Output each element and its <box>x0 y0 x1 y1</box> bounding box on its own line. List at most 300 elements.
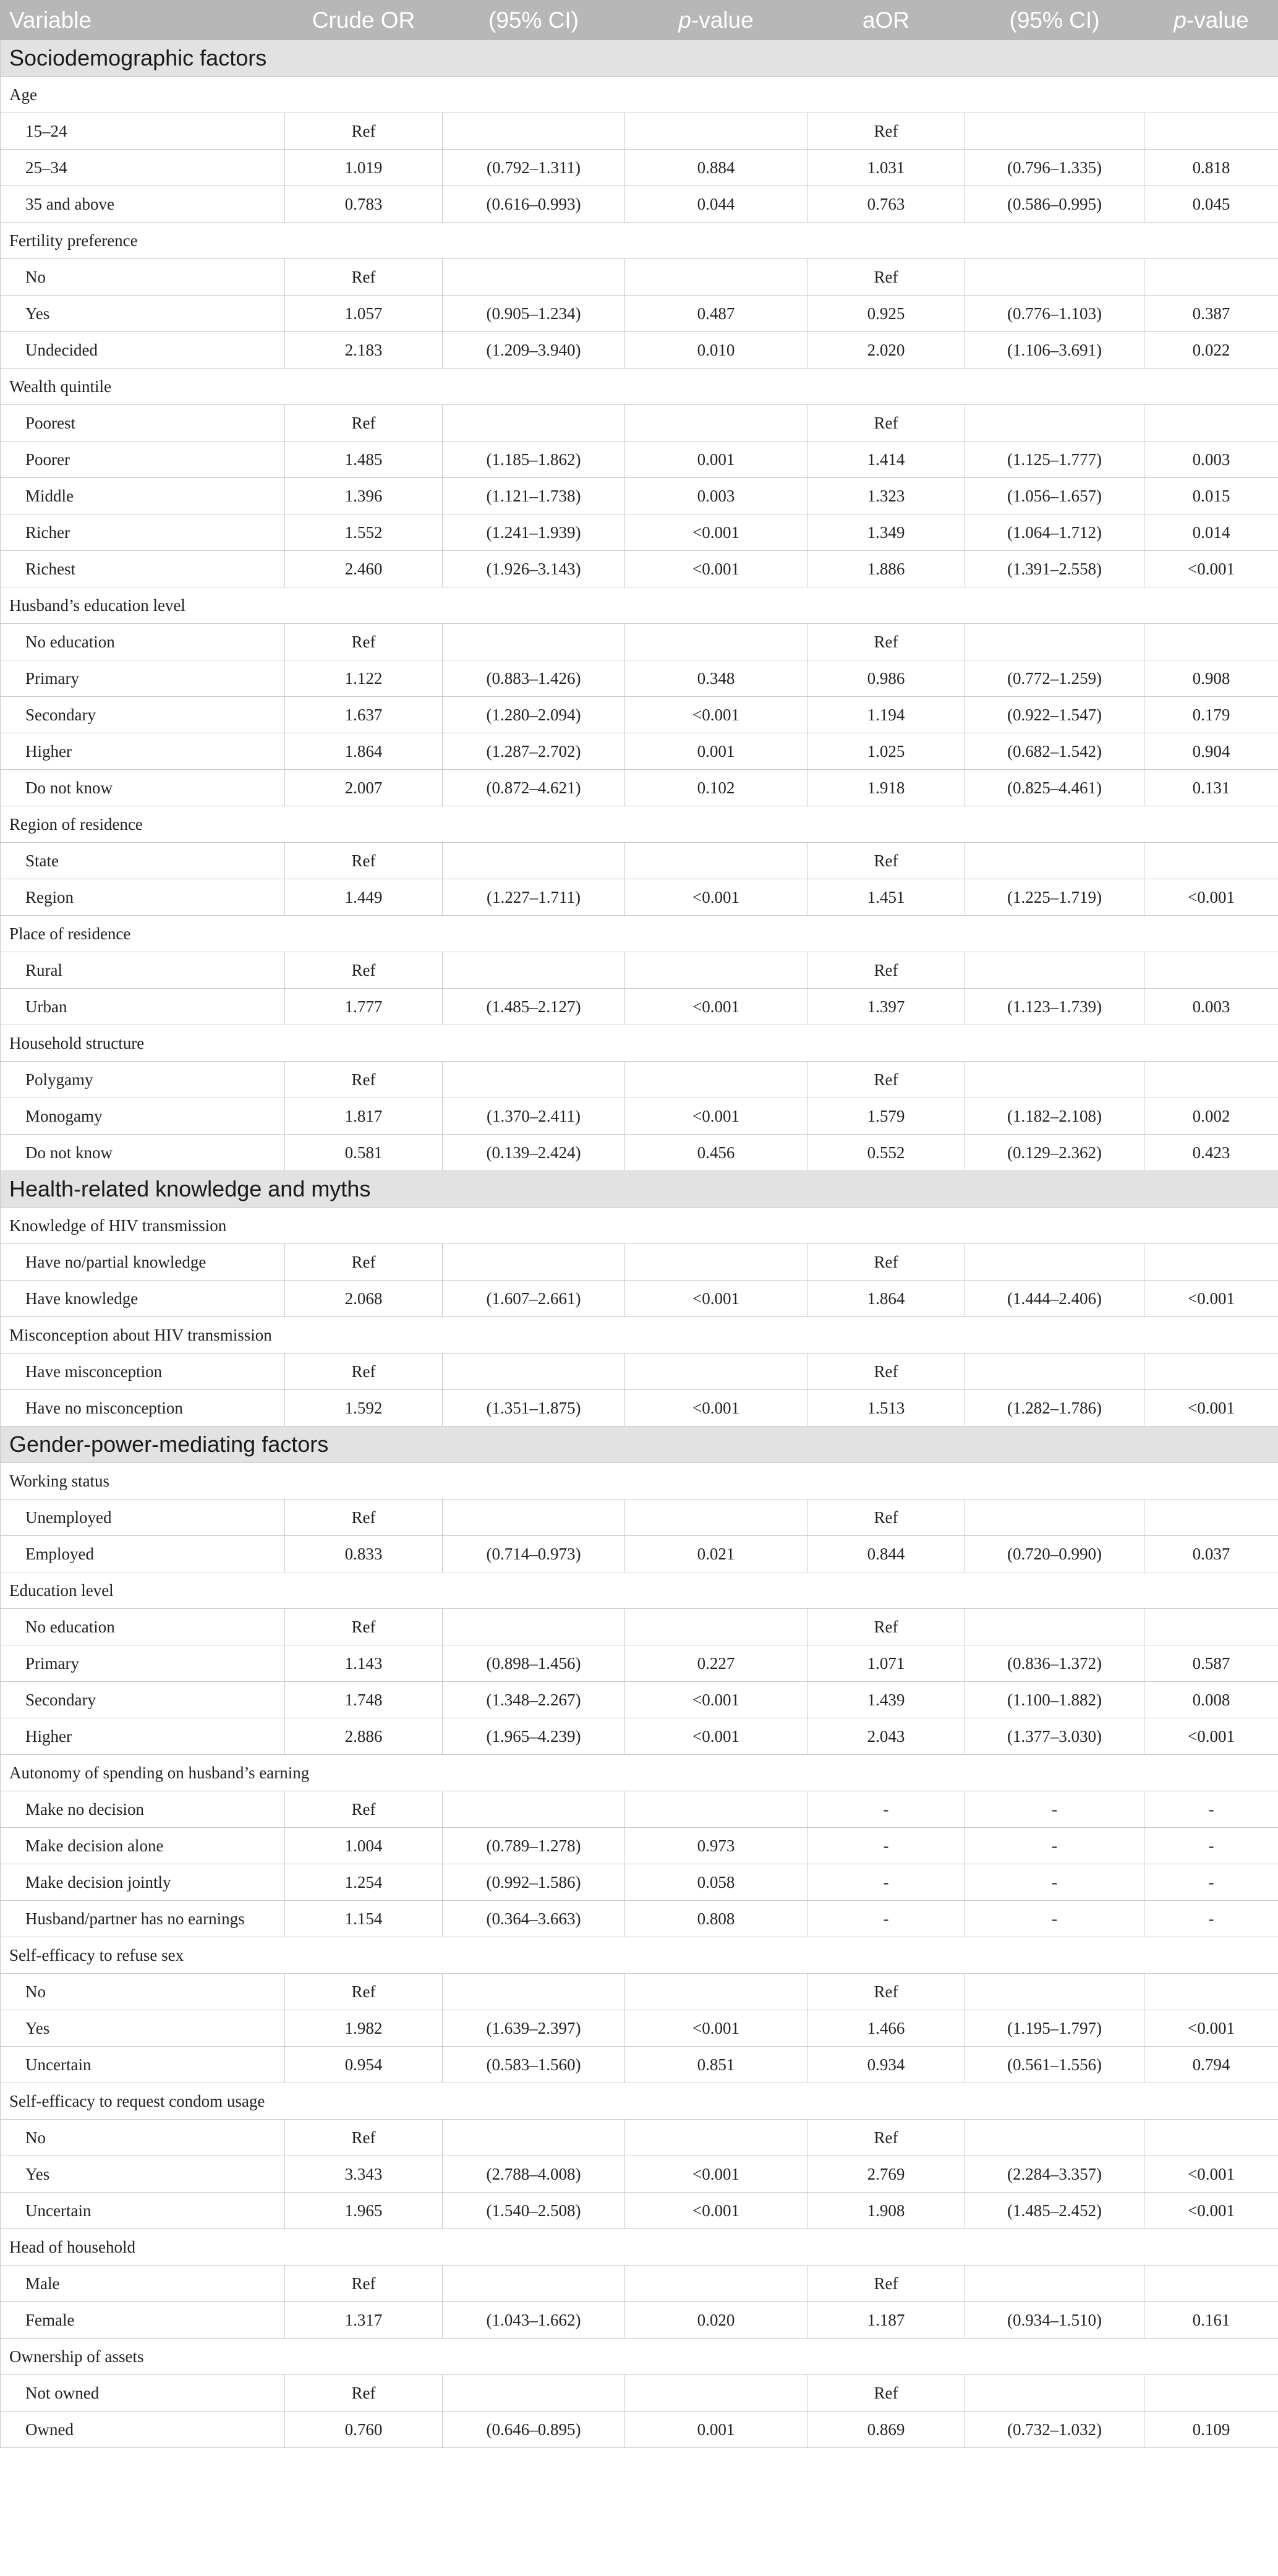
crude-or-cell: Ref <box>285 1062 443 1098</box>
crude-p-cell: 0.001 <box>625 441 807 478</box>
crude-ci-cell: (1.043–1.662) <box>443 2302 625 2339</box>
crude-p-cell <box>625 1062 807 1098</box>
category-label: Make decision jointly <box>1 1864 285 1901</box>
adjusted-p-cell: - <box>1144 1901 1278 1937</box>
adjusted-ci-cell: (0.732–1.032) <box>965 2412 1144 2448</box>
header-p-italic: p <box>678 7 691 33</box>
aor-cell: Ref <box>807 1062 965 1098</box>
variable-group-row <box>1 369 1278 405</box>
category-label: Poorer <box>1 441 285 478</box>
header-p-italic: p <box>1174 7 1186 33</box>
table-row <box>1 989 1278 1025</box>
table-row <box>1 1609 1278 1645</box>
crude-p-cell: <0.001 <box>625 2156 807 2193</box>
table-row <box>1 1828 1278 1864</box>
adjusted-p-cell <box>1144 113 1278 150</box>
crude-p-cell <box>625 1499 807 1536</box>
adjusted-p-cell: 0.131 <box>1144 770 1278 806</box>
category-label: Higher <box>1 1718 285 1755</box>
adjusted-ci-cell: (0.922–1.547) <box>965 697 1144 733</box>
adjusted-ci-cell: - <box>965 1864 1144 1901</box>
aor-cell: 1.908 <box>807 2193 965 2229</box>
aor-cell: Ref <box>807 1974 965 2010</box>
aor-cell: 1.187 <box>807 2302 965 2339</box>
crude-p-cell <box>625 1244 807 1281</box>
crude-p-cell <box>625 1974 807 2010</box>
aor-cell: 0.934 <box>807 2047 965 2083</box>
section-title: Gender-power-mediating factors <box>1 1427 1278 1463</box>
crude-or-cell: 0.760 <box>285 2412 443 2448</box>
adjusted-ci-cell: (1.123–1.739) <box>965 989 1144 1025</box>
variable-group-label: Head of household <box>1 2229 1278 2266</box>
table-body <box>1 40 1278 2448</box>
category-label: Higher <box>1 733 285 770</box>
variable-group-label: Place of residence <box>1 916 1278 952</box>
aor-cell: - <box>807 1791 965 1828</box>
crude-or-cell: 2.068 <box>285 1281 443 1317</box>
variable-group-row <box>1 2083 1278 2120</box>
adjusted-ci-cell: (1.100–1.882) <box>965 1682 1144 1718</box>
adjusted-p-cell: 0.179 <box>1144 697 1278 733</box>
section-header-row <box>1 1171 1278 1208</box>
crude-or-cell: Ref <box>285 405 443 441</box>
crude-p-cell: 0.058 <box>625 1864 807 1901</box>
aor-cell: Ref <box>807 624 965 660</box>
adjusted-ci-cell: (0.796–1.335) <box>965 150 1144 186</box>
adjusted-ci-cell: (2.284–3.357) <box>965 2156 1144 2193</box>
table-row <box>1 1098 1278 1135</box>
aor-cell: Ref <box>807 259 965 296</box>
category-label: No <box>1 259 285 296</box>
crude-ci-cell: (0.616–0.993) <box>443 186 625 223</box>
crude-p-cell: 0.003 <box>625 478 807 514</box>
crude-ci-cell: (0.883–1.426) <box>443 660 625 697</box>
adjusted-ci-cell: - <box>965 1828 1144 1864</box>
crude-p-cell: 0.456 <box>625 1135 807 1171</box>
adjusted-p-cell: 0.587 <box>1144 1645 1278 1682</box>
table-row <box>1 1499 1278 1536</box>
crude-or-cell: Ref <box>285 843 443 879</box>
aor-cell: 1.323 <box>807 478 965 514</box>
adjusted-ci-cell: (0.682–1.542) <box>965 733 1144 770</box>
variable-group-label: Region of residence <box>1 806 1278 843</box>
aor-cell: Ref <box>807 405 965 441</box>
crude-p-cell: 0.851 <box>625 2047 807 2083</box>
adjusted-ci-cell: (1.225–1.719) <box>965 879 1144 916</box>
variable-group-label: Education level <box>1 1572 1278 1609</box>
variable-group-label: Misconception about HIV transmission <box>1 1317 1278 1354</box>
crude-or-cell: 1.254 <box>285 1864 443 1901</box>
adjusted-p-cell: <0.001 <box>1144 551 1278 587</box>
aor-cell: Ref <box>807 2120 965 2156</box>
crude-or-cell: 1.396 <box>285 478 443 514</box>
category-label: No <box>1 2120 285 2156</box>
adjusted-p-cell <box>1144 1609 1278 1645</box>
crude-ci-cell: (1.607–2.661) <box>443 1281 625 1317</box>
aor-cell: 1.439 <box>807 1682 965 1718</box>
adjusted-p-cell: 0.015 <box>1144 478 1278 514</box>
crude-p-cell <box>625 624 807 660</box>
crude-p-cell: 0.884 <box>625 150 807 186</box>
variable-group-label: Wealth quintile <box>1 369 1278 405</box>
crude-or-cell: 1.122 <box>285 660 443 697</box>
adjusted-p-cell: 0.109 <box>1144 2412 1278 2448</box>
table-row <box>1 441 1278 478</box>
crude-or-cell: Ref <box>285 2120 443 2156</box>
adjusted-p-cell: - <box>1144 1864 1278 1901</box>
section-header-row <box>1 40 1278 77</box>
crude-ci-cell <box>443 1974 625 2010</box>
variable-group-row <box>1 1208 1278 1244</box>
crude-p-cell: 0.487 <box>625 296 807 332</box>
adjusted-ci-cell: (1.391–2.558) <box>965 551 1144 587</box>
category-label: Primary <box>1 1645 285 1682</box>
crude-p-cell <box>625 1609 807 1645</box>
adjusted-p-cell: <0.001 <box>1144 1718 1278 1755</box>
crude-ci-cell: (1.185–1.862) <box>443 441 625 478</box>
category-label: Owned <box>1 2412 285 2448</box>
crude-p-cell: <0.001 <box>625 2010 807 2047</box>
adjusted-ci-cell <box>965 1499 1144 1536</box>
table-row <box>1 660 1278 697</box>
crude-or-cell: Ref <box>285 113 443 150</box>
crude-p-cell: <0.001 <box>625 2193 807 2229</box>
adjusted-ci-cell <box>965 2375 1144 2412</box>
category-label: Middle <box>1 478 285 514</box>
crude-p-cell <box>625 259 807 296</box>
crude-ci-cell: (0.139–2.424) <box>443 1135 625 1171</box>
header-variable: Variable <box>1 1 285 40</box>
crude-ci-cell: (1.351–1.875) <box>443 1390 625 1427</box>
adjusted-p-cell <box>1144 1062 1278 1098</box>
aor-cell: 1.451 <box>807 879 965 916</box>
table-row <box>1 259 1278 296</box>
aor-cell: Ref <box>807 1609 965 1645</box>
table-row <box>1 2412 1278 2448</box>
header-aor: aOR <box>807 1 965 40</box>
variable-group-row <box>1 1755 1278 1791</box>
aor-cell: 1.886 <box>807 551 965 587</box>
adjusted-p-cell <box>1144 1354 1278 1390</box>
adjusted-ci-cell: (1.282–1.786) <box>965 1390 1144 1427</box>
crude-p-cell: 0.001 <box>625 733 807 770</box>
crude-or-cell: 1.982 <box>285 2010 443 2047</box>
crude-or-cell: 1.864 <box>285 733 443 770</box>
adjusted-ci-cell <box>965 1062 1144 1098</box>
adjusted-p-cell <box>1144 624 1278 660</box>
adjusted-p-cell: 0.045 <box>1144 186 1278 223</box>
table-row <box>1 150 1278 186</box>
crude-ci-cell <box>443 1354 625 1390</box>
category-label: No <box>1 1974 285 2010</box>
adjusted-ci-cell: (0.825–4.461) <box>965 770 1144 806</box>
crude-ci-cell: (0.789–1.278) <box>443 1828 625 1864</box>
aor-cell: 1.579 <box>807 1098 965 1135</box>
crude-or-cell: Ref <box>285 1499 443 1536</box>
category-label: No education <box>1 1609 285 1645</box>
crude-or-cell: Ref <box>285 624 443 660</box>
crude-p-cell: <0.001 <box>625 551 807 587</box>
aor-cell: 0.844 <box>807 1536 965 1572</box>
crude-p-cell: 0.021 <box>625 1536 807 1572</box>
aor-cell: 1.466 <box>807 2010 965 2047</box>
adjusted-ci-cell: (0.720–0.990) <box>965 1536 1144 1572</box>
section-header-row <box>1 1427 1278 1463</box>
adjusted-ci-cell: (1.106–3.691) <box>965 332 1144 369</box>
category-label: Not owned <box>1 2375 285 2412</box>
variable-group-label: Household structure <box>1 1025 1278 1062</box>
category-label: Unemployed <box>1 1499 285 1536</box>
adjusted-p-cell: 0.003 <box>1144 989 1278 1025</box>
crude-ci-cell: (1.965–4.239) <box>443 1718 625 1755</box>
adjusted-ci-cell: (0.776–1.103) <box>965 296 1144 332</box>
crude-p-cell: 0.020 <box>625 2302 807 2339</box>
variable-group-row <box>1 916 1278 952</box>
crude-p-cell <box>625 1354 807 1390</box>
adjusted-p-cell <box>1144 2120 1278 2156</box>
table-row <box>1 624 1278 660</box>
table-row <box>1 1390 1278 1427</box>
adjusted-ci-cell <box>965 2120 1144 2156</box>
adjusted-ci-cell: (1.195–1.797) <box>965 2010 1144 2047</box>
crude-p-cell <box>625 2375 807 2412</box>
crude-p-cell <box>625 2266 807 2302</box>
table-row <box>1 1135 1278 1171</box>
category-label: Have no/partial knowledge <box>1 1244 285 1281</box>
crude-ci-cell: (1.241–1.939) <box>443 514 625 551</box>
crude-ci-cell <box>443 1062 625 1098</box>
crude-p-cell: 0.001 <box>625 2412 807 2448</box>
crude-p-cell: 0.227 <box>625 1645 807 1682</box>
aor-cell: Ref <box>807 843 965 879</box>
table-row <box>1 1682 1278 1718</box>
adjusted-ci-cell: (0.129–2.362) <box>965 1135 1144 1171</box>
variable-group-row <box>1 1463 1278 1499</box>
adjusted-ci-cell: (1.125–1.777) <box>965 441 1144 478</box>
crude-or-cell: 1.817 <box>285 1098 443 1135</box>
adjusted-p-cell: 0.908 <box>1144 660 1278 697</box>
table-row <box>1 332 1278 369</box>
adjusted-ci-cell <box>965 259 1144 296</box>
table-row <box>1 2047 1278 2083</box>
category-label: Do not know <box>1 1135 285 1171</box>
adjusted-p-cell: 0.037 <box>1144 1536 1278 1572</box>
crude-or-cell: Ref <box>285 1244 443 1281</box>
crude-ci-cell <box>443 952 625 989</box>
crude-or-cell: 0.833 <box>285 1536 443 1572</box>
crude-or-cell: 1.777 <box>285 989 443 1025</box>
section-title: Health-related knowledge and myths <box>1 1171 1278 1208</box>
crude-or-cell: Ref <box>285 1354 443 1390</box>
table-row <box>1 843 1278 879</box>
header-row <box>1 1 1278 40</box>
crude-p-cell: 0.973 <box>625 1828 807 1864</box>
adjusted-ci-cell: (0.934–1.510) <box>965 2302 1144 2339</box>
crude-or-cell: 2.460 <box>285 551 443 587</box>
crude-ci-cell <box>443 1791 625 1828</box>
crude-p-cell: <0.001 <box>625 1390 807 1427</box>
crude-or-cell: 1.592 <box>285 1390 443 1427</box>
aor-cell: 1.194 <box>807 697 965 733</box>
aor-cell: Ref <box>807 2375 965 2412</box>
category-label: Uncertain <box>1 2047 285 2083</box>
table-row <box>1 113 1278 150</box>
table-row <box>1 1536 1278 1572</box>
adjusted-p-cell: <0.001 <box>1144 2156 1278 2193</box>
category-label: Do not know <box>1 770 285 806</box>
variable-group-label: Knowledge of HIV transmission <box>1 1208 1278 1244</box>
aor-cell: 1.071 <box>807 1645 965 1682</box>
variable-group-row <box>1 77 1278 113</box>
category-label: Have no misconception <box>1 1390 285 1427</box>
adjusted-p-cell <box>1144 952 1278 989</box>
category-label: Yes <box>1 2010 285 2047</box>
aor-cell: 1.031 <box>807 150 965 186</box>
crude-ci-cell: (1.485–2.127) <box>443 989 625 1025</box>
category-label: Male <box>1 2266 285 2302</box>
category-label: Make decision alone <box>1 1828 285 1864</box>
category-label: Yes <box>1 2156 285 2193</box>
adjusted-p-cell: 0.014 <box>1144 514 1278 551</box>
adjusted-p-cell <box>1144 2375 1278 2412</box>
crude-ci-cell: (0.583–1.560) <box>443 2047 625 2083</box>
crude-or-cell: Ref <box>285 952 443 989</box>
crude-p-cell <box>625 952 807 989</box>
crude-ci-cell <box>443 2120 625 2156</box>
crude-or-cell: 1.485 <box>285 441 443 478</box>
table-row <box>1 2120 1278 2156</box>
adjusted-ci-cell <box>965 405 1144 441</box>
adjusted-p-cell: 0.387 <box>1144 296 1278 332</box>
crude-p-cell <box>625 843 807 879</box>
crude-or-cell: 0.581 <box>285 1135 443 1171</box>
aor-cell: 0.552 <box>807 1135 965 1171</box>
crude-ci-cell: (1.370–2.411) <box>443 1098 625 1135</box>
category-label: Have misconception <box>1 1354 285 1390</box>
adjusted-p-cell <box>1144 1974 1278 2010</box>
aor-cell: 0.763 <box>807 186 965 223</box>
category-label: Husband/partner has no earnings <box>1 1901 285 1937</box>
crude-p-cell: <0.001 <box>625 697 807 733</box>
crude-ci-cell: (1.540–2.508) <box>443 2193 625 2229</box>
crude-ci-cell: (1.348–2.267) <box>443 1682 625 1718</box>
crude-ci-cell: (0.646–0.895) <box>443 2412 625 2448</box>
category-label: No education <box>1 624 285 660</box>
category-label: Monogamy <box>1 1098 285 1135</box>
adjusted-p-cell <box>1144 405 1278 441</box>
crude-ci-cell <box>443 113 625 150</box>
adjusted-p-cell: - <box>1144 1828 1278 1864</box>
crude-ci-cell <box>443 2375 625 2412</box>
aor-cell: 2.043 <box>807 1718 965 1755</box>
adjusted-p-cell: 0.423 <box>1144 1135 1278 1171</box>
aor-cell: 1.864 <box>807 1281 965 1317</box>
aor-cell: Ref <box>807 952 965 989</box>
category-label: Polygamy <box>1 1062 285 1098</box>
adjusted-ci-cell: - <box>965 1901 1144 1937</box>
aor-cell: Ref <box>807 1499 965 1536</box>
crude-or-cell: 1.154 <box>285 1901 443 1937</box>
category-label: Rural <box>1 952 285 989</box>
category-label: Have knowledge <box>1 1281 285 1317</box>
adjusted-p-cell: <0.001 <box>1144 879 1278 916</box>
crude-or-cell: 1.004 <box>285 1828 443 1864</box>
adjusted-p-cell <box>1144 259 1278 296</box>
category-label: 35 and above <box>1 186 285 223</box>
crude-ci-cell: (1.926–3.143) <box>443 551 625 587</box>
header-ci-adjusted: (95% CI) <box>965 1 1144 40</box>
header-crude-or: Crude OR <box>285 1 443 40</box>
variable-group-row <box>1 806 1278 843</box>
adjusted-p-cell <box>1144 843 1278 879</box>
crude-or-cell: 2.886 <box>285 1718 443 1755</box>
crude-p-cell: <0.001 <box>625 1281 807 1317</box>
crude-p-cell: <0.001 <box>625 1718 807 1755</box>
crude-ci-cell: (1.209–3.940) <box>443 332 625 369</box>
adjusted-ci-cell <box>965 1244 1144 1281</box>
adjusted-ci-cell: (0.836–1.372) <box>965 1645 1144 1682</box>
adjusted-p-cell: 0.161 <box>1144 2302 1278 2339</box>
crude-ci-cell <box>443 843 625 879</box>
crude-p-cell <box>625 1791 807 1828</box>
crude-ci-cell <box>443 1499 625 1536</box>
crude-ci-cell <box>443 1244 625 1281</box>
header-p-value-adjusted <box>1144 1 1278 40</box>
crude-ci-cell: (0.714–0.973) <box>443 1536 625 1572</box>
crude-or-cell: 0.954 <box>285 2047 443 2083</box>
variable-group-label: Age <box>1 77 1278 113</box>
crude-or-cell: Ref <box>285 1609 443 1645</box>
aor-cell: 0.869 <box>807 2412 965 2448</box>
variable-group-label: Ownership of assets <box>1 2339 1278 2375</box>
variable-group-row <box>1 1317 1278 1354</box>
table-row <box>1 2266 1278 2302</box>
aor-cell: Ref <box>807 2266 965 2302</box>
adjusted-ci-cell: (0.561–1.556) <box>965 2047 1144 2083</box>
table-row <box>1 2302 1278 2339</box>
adjusted-p-cell: <0.001 <box>1144 1281 1278 1317</box>
variable-group-row <box>1 1572 1278 1609</box>
crude-ci-cell <box>443 259 625 296</box>
adjusted-ci-cell: (1.064–1.712) <box>965 514 1144 551</box>
table-row <box>1 551 1278 587</box>
adjusted-ci-cell: (1.182–2.108) <box>965 1098 1144 1135</box>
aor-cell: Ref <box>807 1244 965 1281</box>
crude-or-cell: 1.057 <box>285 296 443 332</box>
crude-or-cell: 2.007 <box>285 770 443 806</box>
aor-cell: 0.986 <box>807 660 965 697</box>
category-label: Undecided <box>1 332 285 369</box>
table-row <box>1 2010 1278 2047</box>
adjusted-p-cell: 0.904 <box>1144 733 1278 770</box>
crude-p-cell: <0.001 <box>625 989 807 1025</box>
crude-or-cell: Ref <box>285 2266 443 2302</box>
crude-p-cell <box>625 2120 807 2156</box>
adjusted-ci-cell <box>965 1609 1144 1645</box>
adjusted-ci-cell: (0.586–0.995) <box>965 186 1144 223</box>
category-label: Urban <box>1 989 285 1025</box>
adjusted-ci-cell: (1.485–2.452) <box>965 2193 1144 2229</box>
adjusted-p-cell <box>1144 1499 1278 1536</box>
crude-ci-cell <box>443 624 625 660</box>
crude-or-cell: 1.552 <box>285 514 443 551</box>
crude-ci-cell: (1.287–2.702) <box>443 733 625 770</box>
variable-group-label: Self-efficacy to request condom usage <box>1 2083 1278 2120</box>
crude-p-cell: 0.102 <box>625 770 807 806</box>
adjusted-p-cell: <0.001 <box>1144 1390 1278 1427</box>
category-label: Secondary <box>1 1682 285 1718</box>
aor-cell: Ref <box>807 113 965 150</box>
